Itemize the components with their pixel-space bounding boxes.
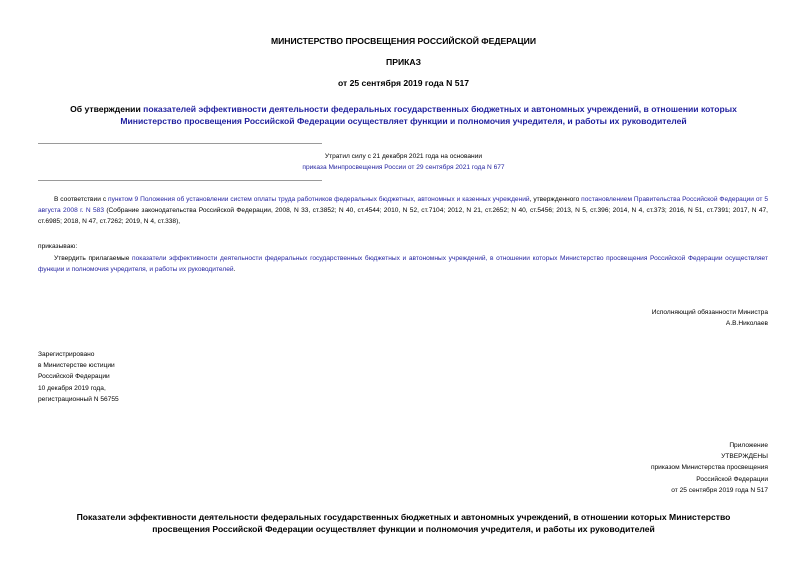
registration-block xyxy=(38,349,119,405)
title-prefix: Об утверждении xyxy=(70,104,144,114)
divider-top xyxy=(38,143,322,144)
signature-position: Исполняющий обязанности Министра xyxy=(651,309,768,316)
para1-suffix: (Собрание законодательства Российской Федерации, 2008, N 33, ст.3852; N 40, ст.4544; 2010, N 52, ст.7104; 2012, N 21, ст.2652; N 40, ст.5456; 2013, N 5, ст.396; 2014, N 4, ст.373; 2016, N 51, ст.7391; 2017, N 47, ст.6985; 2018, N 47, ст.7262; 2019, N 4, ст.338), xyxy=(38,207,768,226)
para1-link-decree[interactable]: постановлением Правительства Российской Федерации от 5 августа 2008 г. N 583 xyxy=(38,196,768,215)
registration-line: 10 декабря 2019 года, xyxy=(38,384,106,392)
appendix-line: приказом Министерства просвещения xyxy=(650,464,768,472)
status-link[interactable]: приказа Минпросвещения России от 29 сентября 2021 года N 677 xyxy=(302,164,505,171)
approve-paragraph xyxy=(38,253,768,275)
doc-type-heading: ПРИКАЗ xyxy=(386,57,421,67)
registration-line: в Министерстве юстиции xyxy=(38,362,115,370)
appendix-line: от 25 сентября 2019 года N 517 xyxy=(671,486,768,494)
appendix-line: УТВЕРЖДЕНЫ xyxy=(721,453,768,461)
signature-name: А.В.Николаев xyxy=(725,320,768,328)
ministry-heading: МИНИСТЕРСТВО ПРОСВЕЩЕНИЯ РОССИЙСКОЙ ФЕДЕРАЦИИ xyxy=(270,36,537,46)
annex-title-line1: Показатели эффективности деятельности федеральных государственных бюджетных и автономных учреждений, в отношении которых Министерство xyxy=(76,512,731,522)
doc-date-number: от 25 сентября 2019 года N 517 xyxy=(337,78,470,88)
order-word: приказываю: xyxy=(38,243,78,250)
registration-line: Российской Федерации xyxy=(38,373,110,381)
para2-prefix: Утвердить прилагаемые xyxy=(54,255,133,262)
para1-mid: , утвержденного xyxy=(529,196,582,203)
title-link[interactable]: показателей эффективности деятельности федеральных государственных бюджетных и автономных учреждений, в отношении которых Министерство просвещения Российской Федерации осуществляет функции и полномочия учредителя, и работы их руководителей xyxy=(120,104,737,126)
registration-line: регистрационный N 56755 xyxy=(38,395,119,403)
status-line1: Утратил силу с 21 декабря 2021 года на основании xyxy=(324,153,483,160)
preamble-paragraph xyxy=(38,194,768,228)
registration-line: Зарегистрировано xyxy=(38,351,95,358)
divider-bottom xyxy=(38,180,322,181)
appendix-approval-block xyxy=(400,440,768,496)
para2-suffix: . xyxy=(233,266,236,274)
annex-title xyxy=(0,512,807,535)
appendix-line: Приложение xyxy=(729,442,768,449)
appendix-line: Российской Федерации xyxy=(696,475,768,483)
signature-block xyxy=(400,307,768,329)
para1-link-regulation[interactable]: пунктом 9 Положения об установлении систем оплаты труда работников федеральных бюджетных, автономных и казенных учреждений xyxy=(108,196,530,203)
para1-prefix: В соответствии с xyxy=(54,196,109,203)
annex-title-line2: просвещения Российской Федерации осуществляет функции и полномочия учредителя, и работы их руководителей xyxy=(152,523,655,534)
para2-link[interactable]: показатели эффективности деятельности федеральных государственных бюджетных и автономных учреждений, в отношении которых Министерство просвещения Российской Федерации осуществляет функции и полномочия учредителя, и работы их руководителей xyxy=(38,255,768,274)
document-title xyxy=(50,104,757,127)
